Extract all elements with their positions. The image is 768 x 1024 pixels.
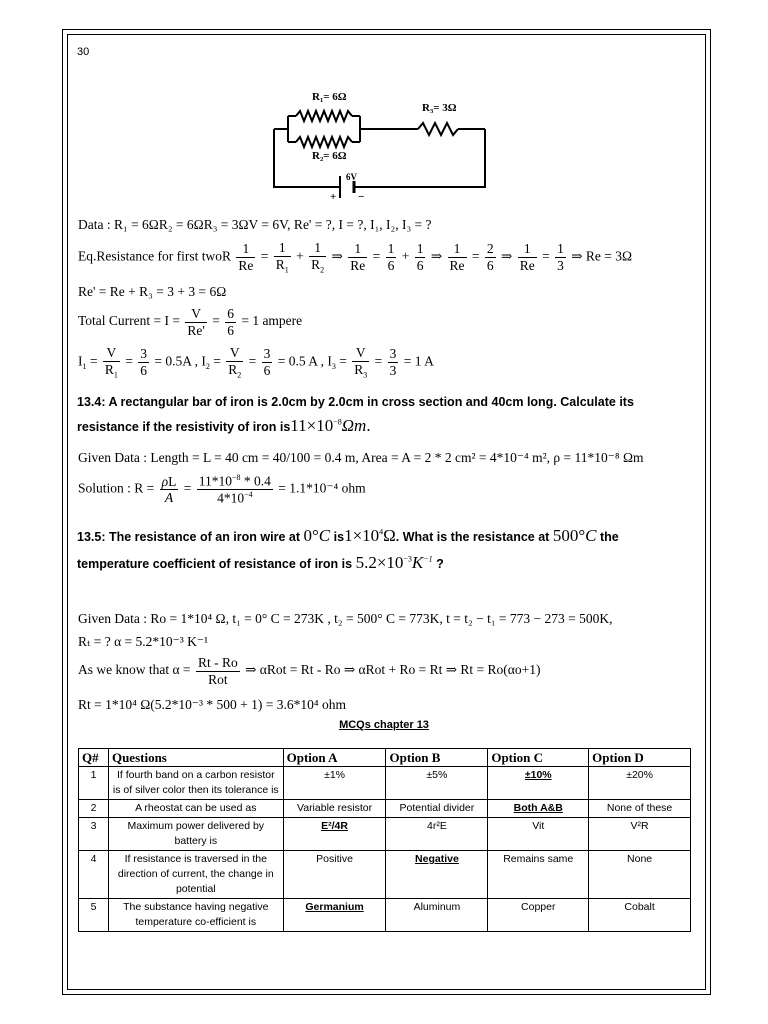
table-row (79, 800, 691, 818)
row-question: Maximum power delivered by battery is (108, 818, 283, 851)
row-option-a: ±1% (283, 767, 386, 800)
header-option-a: Option A (283, 749, 386, 767)
row-option-c: Remains same (488, 851, 589, 899)
circuit-diagram (260, 84, 500, 204)
row-option-d: None of these (589, 800, 691, 818)
row-number: 5 (79, 899, 109, 932)
q13-5-line1: 13.5: The resistance of an iron wire at 0°C $is1\times 10^4\Omega$. What is the resistance at 500°C the (77, 526, 619, 545)
row-option-c: Copper (488, 899, 589, 932)
header-option-b: Option B (386, 749, 488, 767)
q13-5-text-e: temperature coefficient of resistance of iron is (77, 557, 353, 571)
row-option-c: Vit (488, 818, 589, 851)
branch-currents-line: $I_1$ = $\frac{V}{R_1}$ = $\frac{3}{6}$ = 0.5A , $I_2$ = $\frac{V}{R_2}$ = $\frac{3}{6}$ = 0.5 A , $I_3$ = $\frac{V}{R_3}$ = $\frac{3}{3}$ = 1 A (78, 345, 434, 380)
row-option-d: ±20% (589, 767, 691, 800)
q13-5-line2: temperature coefficient of resistance of iron is $5.2\times 10^{-3}K^{-1}$ ? (77, 553, 444, 572)
total-prefix: Total Current = I = (78, 313, 181, 329)
header-qnum: Q# (79, 749, 109, 767)
currents-suffix: = 1 A (403, 353, 434, 369)
row-number: 2 (79, 800, 109, 818)
table-row (79, 767, 691, 800)
eq-prefix: Eq.Resistance for first twoR (78, 248, 231, 264)
row-question: If fourth band on a carbon resistor is of silver color then its tolerance is (108, 767, 283, 800)
q13-4-line2: resistance if the resistivity of iron $is11\times 10^{-8}\Omega m$. (77, 416, 371, 435)
q13-4-solution: Solution : R = $\frac{\rho L}{A}$ = $\frac{11*10^{-8} * 0.4}{4*10^{-4}}$ = 1.1*10⁻⁴ ohm (78, 473, 366, 506)
header-questions: Questions (108, 749, 283, 767)
table-row (79, 818, 691, 851)
row-option-d: Cobalt (589, 899, 691, 932)
row-number: 3 (79, 818, 109, 851)
data-line: Data : R₁ = 6ΩR₂ = 6ΩR₃ = 3ΩV = 6V, Re' = ?, I = ?, I₁, I₂, I₃ = ? (78, 217, 432, 232)
header-option-c: Option C (488, 749, 589, 767)
mcq-title: MCQs chapter 13 (339, 719, 429, 731)
row-option-b: Potential divider (386, 800, 488, 818)
q13-5-text-a: 13.5: The resistance of an iron wire at (77, 530, 300, 544)
row-number: 4 (79, 851, 109, 899)
r1-label: R₁= 6Ω (312, 91, 347, 103)
row-option-a: Variable resistor (283, 800, 386, 818)
q13-5-given-b: Rₜ = ? α = 5.2*10⁻³ K⁻¹ (78, 634, 209, 649)
solution-prefix: Solution : R = (78, 480, 155, 496)
row-question: The substance having negative temperature co-efficient is (108, 899, 283, 932)
mcq-header-row (79, 749, 691, 767)
row-option-c-answer: ±10% (488, 767, 589, 800)
q13-4-line1: 13.4: A rectangular bar of iron is 2.0cm by 2.0cm in cross section and 40cm long. Calculate its (77, 395, 634, 409)
row-question: If resistance is traversed in the direction of current, the change in potential (108, 851, 283, 899)
battery-plus: + (330, 191, 337, 203)
row-option-b: 4r²E (386, 818, 488, 851)
eq-resistance-line: Eq.Resistance for first twoR $\frac{1}{Re}$ = $\frac{1}{R_1}$ + $\frac{1}{R_2}$ ⇒ $\frac{1}{Re}$ = $\frac{1}{6}$ + $\frac{1}{6}$ ⇒ $\frac{1}{Re}$ = $\frac{2}{6}$ ⇒ $\frac{1}{Re}$ = $\frac{1}{3}$ ⇒ Re = 3Ω (78, 240, 633, 275)
row-option-a-answer: Germanium (283, 899, 386, 932)
battery-label: 6V (346, 172, 357, 182)
q13-4-given: Given Data : Length = L = 40 cm = 40/100 = 0.4 m, Area = A = 2 * 2 cm² = 4*10⁻⁴ m², ρ = 11*10⁻⁸ Ωm (78, 450, 644, 465)
q13-5-given-a: Given Data : Ro = 1*10⁴ Ω, t₁ = 0° C = 273K , t₂ = 500° C = 773K, t = t₂ − t₁ = 773 − 273 = 500K, (78, 611, 613, 626)
total-suffix: = 1 ampere (241, 313, 303, 329)
row-option-b-answer: Negative (386, 851, 488, 899)
q13-5-text-b: is (333, 530, 345, 544)
r3-label: R₃= 3Ω (422, 102, 457, 114)
battery-minus: − (358, 191, 365, 203)
q13-5-text-c: . What is the resistance at (395, 530, 550, 544)
row-option-d: V²R (589, 818, 691, 851)
know-prefix: As we know that α = (78, 662, 191, 678)
q13-4-text: resistance if the resistivity of iron is (77, 420, 291, 434)
row-option-b: ±5% (386, 767, 488, 800)
know-suffix: ⇒ αRot = Rt - Ro ⇒ αRot + Ro = Rt ⇒ Rt = Ro(αo+1) (245, 662, 541, 678)
re-prime-line: Re' = Re + R₃ = 3 + 3 = 6Ω (78, 284, 227, 299)
page-number: 30 (77, 46, 90, 58)
row-option-d: None (589, 851, 691, 899)
r2-label: R₂= 6Ω (312, 150, 347, 162)
mcq-table (78, 748, 691, 932)
row-number: 1 (79, 767, 109, 800)
q13-5-text-d: the (599, 530, 619, 544)
row-option-a: Positive (283, 851, 386, 899)
header-option-d: Option D (589, 749, 691, 767)
row-option-b: Aluminum (386, 899, 488, 932)
row-question: A rheostat can be used as (108, 800, 283, 818)
q13-5-know: As we know that α = $\frac{Rt - Ro}{\text{Rot}}$ ⇒ αRot = Rt - Ro ⇒ αRot + Ro = Rt ⇒ Rt = Ro(αo+1) (78, 655, 541, 687)
table-row (79, 851, 691, 899)
row-option-a-answer: E²/4R (283, 818, 386, 851)
table-row (79, 899, 691, 932)
solution-suffix: = 1.1*10⁻⁴ ohm (278, 480, 366, 496)
q13-5-result: Rt = 1*10⁴ Ω(5.2*10⁻³ * 500 + 1) = 3.6*10⁴ ohm (78, 697, 346, 712)
total-current-line: Total Current = I = $\frac{V}{Re'}$ = $\frac{6}{6}$ = 1 ampere (78, 306, 303, 338)
row-option-c-answer: Both A&B (488, 800, 589, 818)
